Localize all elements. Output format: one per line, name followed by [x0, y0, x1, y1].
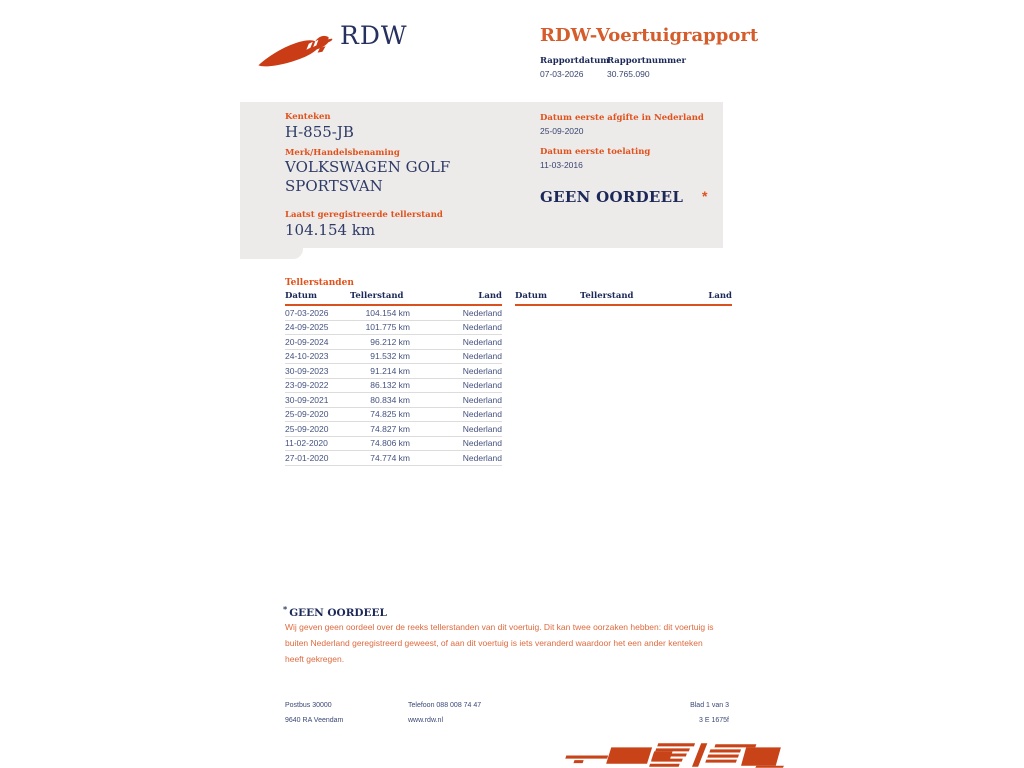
toelating-value: 11-03-2016: [540, 160, 583, 170]
row-tellerstand: 86.132 km: [370, 380, 410, 391]
rdw-logo-text: RDW: [340, 21, 408, 50]
row-land: Nederland: [462, 438, 502, 449]
row-land: Nederland: [462, 423, 502, 434]
tellerstand-label: Laatst geregistreerde tellerstand: [285, 210, 443, 220]
row-tellerstand: 91.532 km: [370, 351, 410, 362]
col-header-datum: Datum: [515, 291, 547, 301]
footer-phone: Telefoon 088 008 74 47: [408, 702, 482, 709]
row-tellerstand: 104.154 km: [365, 307, 410, 318]
kenteken-label: Kenteken: [285, 112, 331, 122]
row-land: Nederland: [462, 380, 502, 391]
table-row: [285, 335, 502, 350]
row-land: Nederland: [462, 322, 502, 333]
col-header-land: Land: [708, 291, 732, 301]
row-tellerstand: 74.827 km: [370, 423, 410, 434]
row-tellerstand: 91.214 km: [370, 365, 410, 376]
table-row: [285, 306, 502, 321]
row-datum: 30-09-2021: [285, 394, 329, 405]
oordeel-verdict: GEEN OORDEEL: [540, 188, 684, 206]
table-row: [285, 350, 502, 365]
row-tellerstand: 74.806 km: [370, 438, 410, 449]
row-tellerstand: 80.834 km: [370, 394, 410, 405]
afgifte-label: Datum eerste afgifte in Nederland: [540, 113, 704, 123]
table-row: [285, 321, 502, 336]
row-datum: 24-09-2025: [285, 322, 329, 333]
meter-readings-tables: [285, 291, 732, 466]
row-datum: 20-09-2024: [285, 336, 329, 347]
row-land: Nederland: [462, 452, 502, 463]
table-row: [285, 393, 502, 408]
footer-address-line1: Postbus 30000: [285, 702, 332, 709]
table-row: [285, 379, 502, 394]
row-land: Nederland: [462, 409, 502, 420]
report-number-value: 30.765.090: [607, 69, 650, 79]
rdw-stripe-artwork-icon: [552, 741, 787, 768]
table-row: [285, 437, 502, 452]
tellerstand-value: 104.154 km: [285, 221, 376, 239]
footer-page-number: Blad 1 van 3: [690, 702, 729, 709]
footer-form-code: 3 E 1675f: [699, 717, 729, 724]
report-date-value: 07-03-2026: [540, 69, 584, 79]
row-tellerstand: 74.774 km: [370, 452, 410, 463]
row-datum: 30-09-2023: [285, 365, 329, 376]
table-header-row: [285, 291, 502, 306]
footer-website: www.rdw.nl: [408, 717, 444, 724]
row-datum: 27-01-2020: [285, 452, 329, 463]
footnote-body: Wij geven geen oordeel over de reeks tellerstanden van dit voertuig. Dit kan twee oorzaken hebben: dit voertuig is buiten Nederland geregistreerd geweest, of aan dit voertuig is iets veranderd waardoor het een ander kenteken heeft gekregen.: [285, 622, 714, 664]
toelating-label: Datum eerste toelating: [540, 147, 651, 157]
row-datum: 07-03-2026: [285, 307, 329, 318]
tellerstanden-section-title: Tellerstanden: [285, 278, 354, 288]
merk-label: Merk/Handelsbenaming: [285, 148, 400, 158]
row-datum: 25-09-2020: [285, 423, 329, 434]
row-datum: 11-02-2020: [285, 438, 328, 449]
report-date-label: Rapportdatum: [540, 56, 610, 66]
footnote-title-text: GEEN OORDEEL: [289, 607, 387, 619]
row-land: Nederland: [462, 394, 502, 405]
footer-address-line2: 9640 RA Veendam: [285, 717, 344, 724]
row-tellerstand: 74.825 km: [370, 409, 410, 420]
table-row: [285, 364, 502, 379]
row-land: Nederland: [462, 365, 502, 376]
document-title: RDW-Voertuigrapport: [540, 25, 759, 46]
row-datum: 25-09-2020: [285, 409, 329, 420]
afgifte-value: 25-09-2020: [540, 126, 584, 136]
meter-table-right: [515, 291, 732, 466]
row-land: Nederland: [462, 307, 502, 318]
row-tellerstand: 101.775 km: [365, 322, 410, 333]
row-tellerstand: 96.212 km: [370, 336, 410, 347]
table-header-row: [515, 291, 732, 306]
footnote-title: [283, 604, 387, 619]
report-number-label: Rapportnummer: [607, 56, 686, 66]
col-header-land: Land: [478, 291, 502, 301]
row-datum: 24-10-2023: [285, 351, 329, 362]
row-land: Nederland: [462, 351, 502, 362]
footnote-asterisk: *: [283, 604, 288, 614]
kenteken-value: H-855-JB: [285, 123, 354, 141]
table-row: [285, 451, 502, 466]
table-row: [285, 422, 502, 437]
col-header-tellerstand: Tellerstand: [350, 291, 404, 301]
table-body: [285, 306, 502, 466]
meter-table-left: [285, 291, 502, 466]
col-header-tellerstand: Tellerstand: [580, 291, 634, 301]
table-row: [285, 408, 502, 423]
row-land: Nederland: [462, 336, 502, 347]
col-header-datum: Datum: [285, 291, 317, 301]
rdw-falcon-logo-icon: [256, 22, 336, 72]
row-datum: 23-09-2022: [285, 380, 329, 391]
asterisk-marker: *: [702, 188, 708, 204]
merk-value: VOLKSWAGEN GOLF SPORTSVAN: [285, 158, 451, 195]
